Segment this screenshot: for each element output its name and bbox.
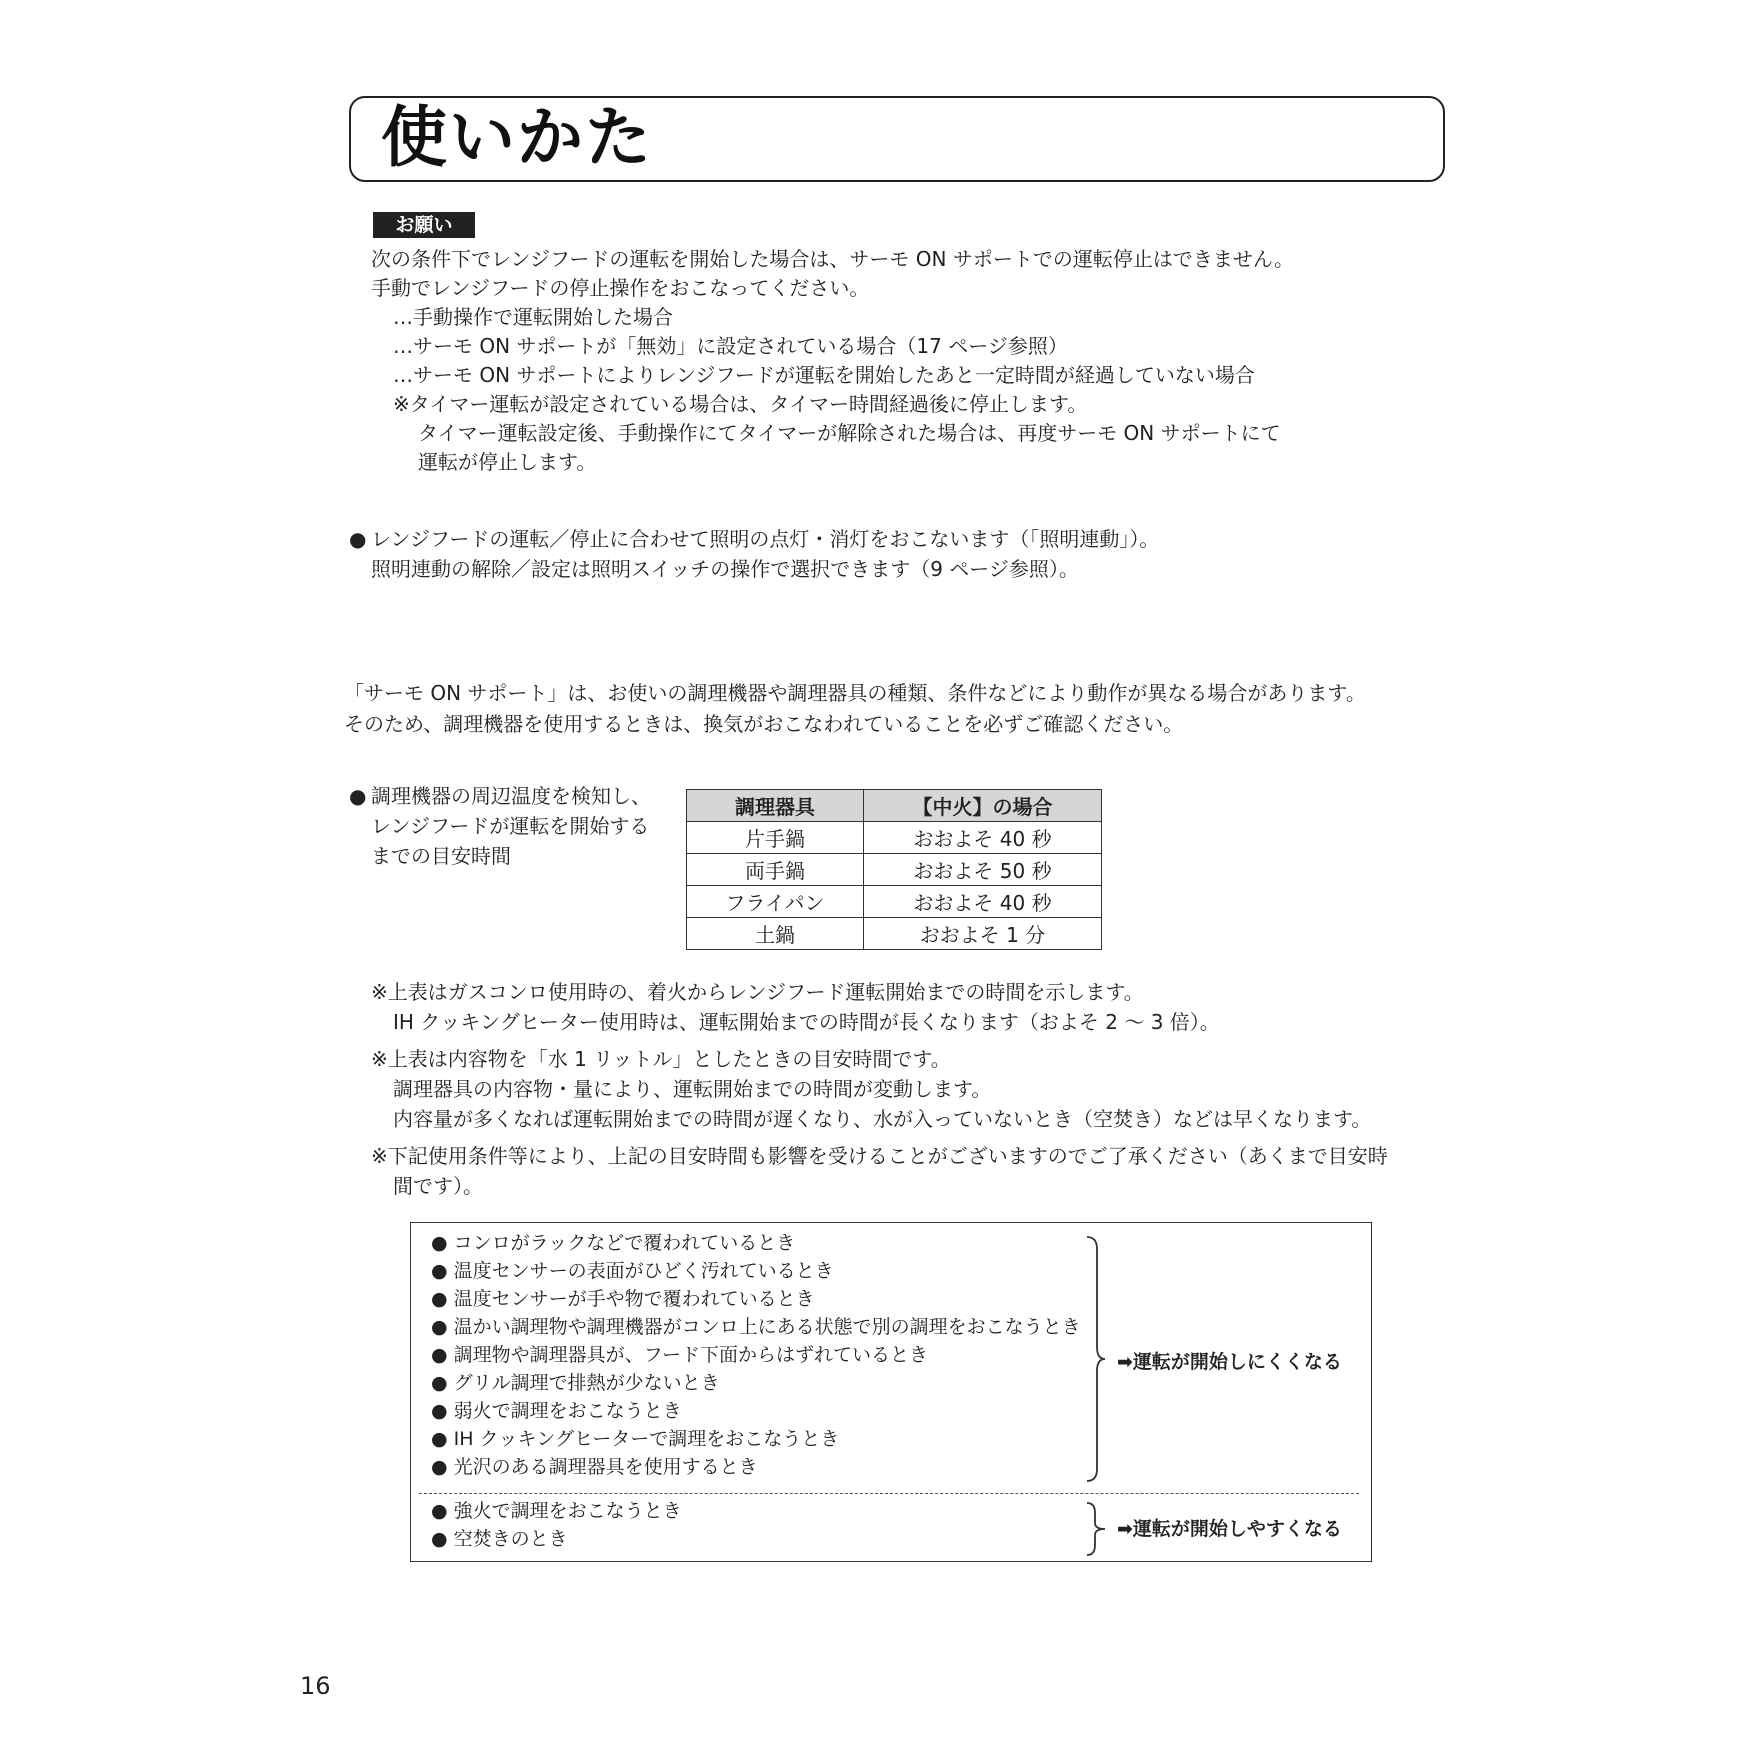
table-label: までの目安時間 <box>371 844 511 868</box>
lighting-line: 照明連動の解除／設定は照明スイッチの操作で選択できます（9 ページ参照）。 <box>371 557 1079 581</box>
table-label: レンジフードが運転を開始する <box>371 814 650 838</box>
footnote-line: ※上表は内容物を「水 1 リットル」としたときの目安時間です。 <box>371 1047 951 1071</box>
table-row <box>687 918 1102 950</box>
condition-item: ● 温度センサーの表面がひどく汚れているとき <box>431 1260 834 1282</box>
condition-item: ● 強火で調理をおこなうとき <box>431 1500 682 1522</box>
condition-item: ● 光沢のある調理器具を使用するとき <box>431 1456 758 1478</box>
condition-item: ● 調理物や調理器具が、フード下面からはずれているとき <box>431 1344 929 1366</box>
note-line: …手動操作で運転開始した場合 <box>393 305 673 329</box>
harder-result: ➡運転が開始しにくくなる <box>1117 1351 1342 1373</box>
condition-item: ● 弱火で調理をおこなうとき <box>431 1400 682 1422</box>
table-cell: 土鍋 <box>687 918 864 950</box>
table-header-row <box>687 790 1102 822</box>
condition-item: ● 温度センサーが手や物で覆われているとき <box>431 1288 815 1310</box>
table-header: 調理器具 <box>687 790 864 822</box>
intro-line: そのため、調理機器を使用するときは、換気がおこなわれていることを必ずご確認ください。 <box>344 712 1184 736</box>
footnote-line: ※上表はガスコンロ使用時の、着火からレンジフード運転開始までの時間を示します。 <box>371 980 1144 1004</box>
note-line: ※タイマー運転が設定されている場合は、タイマー時間経過後に停止します。 <box>393 392 1088 416</box>
timing-table <box>686 789 1102 950</box>
conditions-box <box>410 1222 1372 1562</box>
condition-item: ● グリル調理で排熱が少ないとき <box>431 1372 720 1394</box>
footnote-line: ※下記使用条件等により、上記の目安時間も影響を受けることがございますのでご了承ください（あくまで目安時 <box>371 1144 1388 1168</box>
note-line: …サーモ ON サポートが「無効」に設定されている場合（17 ページ参照） <box>393 334 1068 358</box>
title-box <box>349 96 1445 182</box>
footnote-line: 内容量が多くなれば運転開始までの時間が遅くなり、水が入っていないとき（空焚き）などは早くなります。 <box>393 1107 1372 1131</box>
table-row <box>687 822 1102 854</box>
lighting-line: ● レンジフードの運転／停止に合わせて照明の点灯・消灯をおこないます（「照明連動」）。 <box>371 525 1159 553</box>
table-cell: おおよそ 1 分 <box>864 918 1102 950</box>
page-title: 使いかた <box>381 99 653 176</box>
note-line: …サーモ ON サポートによりレンジフードが運転を開始したあと一定時間が経過していない場合 <box>393 363 1255 387</box>
table-row <box>687 886 1102 918</box>
easier-result: ➡運転が開始しやすくなる <box>1117 1518 1342 1540</box>
table-cell: 片手鍋 <box>687 822 864 854</box>
table-row <box>687 854 1102 886</box>
table-cell: 両手鍋 <box>687 854 864 886</box>
table-cell: おおよそ 40 秒 <box>864 886 1102 918</box>
table-cell: フライパン <box>687 886 864 918</box>
note-line: 運転が停止します。 <box>418 450 597 474</box>
brace-icon <box>1085 1501 1107 1557</box>
table-header: 【中火】の場合 <box>864 790 1102 822</box>
footnote-line: 調理器具の内容物・量により、運転開始までの時間が変動します。 <box>393 1077 992 1101</box>
table-label: ● 調理機器の周辺温度を検知し、 <box>371 782 651 810</box>
brace-icon <box>1085 1235 1107 1483</box>
table-cell: おおよそ 50 秒 <box>864 854 1102 886</box>
intro-line: 「サーモ ON サポート」は、お使いの調理機器や調理器具の種類、条件などにより動作が異なる場合があります。 <box>344 681 1366 705</box>
footnote-line: IH クッキングヒーター使用時は、運転開始までの時間が長くなります（およそ 2 ～ 3 倍）。 <box>393 1010 1220 1034</box>
condition-item: ● コンロがラックなどで覆われているとき <box>431 1232 796 1254</box>
section-divider <box>419 1493 1359 1494</box>
condition-item: ● 空焚きのとき <box>431 1528 568 1550</box>
table-cell: おおよそ 40 秒 <box>864 822 1102 854</box>
note-line: 手動でレンジフードの停止操作をおこなってください。 <box>371 276 870 300</box>
condition-item: ● 温かい調理物や調理機器がコンロ上にある状態で別の調理をおこなうとき <box>431 1316 1081 1338</box>
page-number: 16 <box>300 1672 331 1700</box>
footnote-line: 間です）。 <box>393 1174 483 1198</box>
condition-item: ● IH クッキングヒーターで調理をおこなうとき <box>431 1428 840 1450</box>
note-badge: お願い <box>373 212 475 238</box>
note-line: 次の条件下でレンジフードの運転を開始した場合は、サーモ ON サポートでの運転停止はできません。 <box>371 247 1295 271</box>
note-line: タイマー運転設定後、手動操作にてタイマーが解除された場合は、再度サーモ ON サポートにて <box>418 421 1281 445</box>
